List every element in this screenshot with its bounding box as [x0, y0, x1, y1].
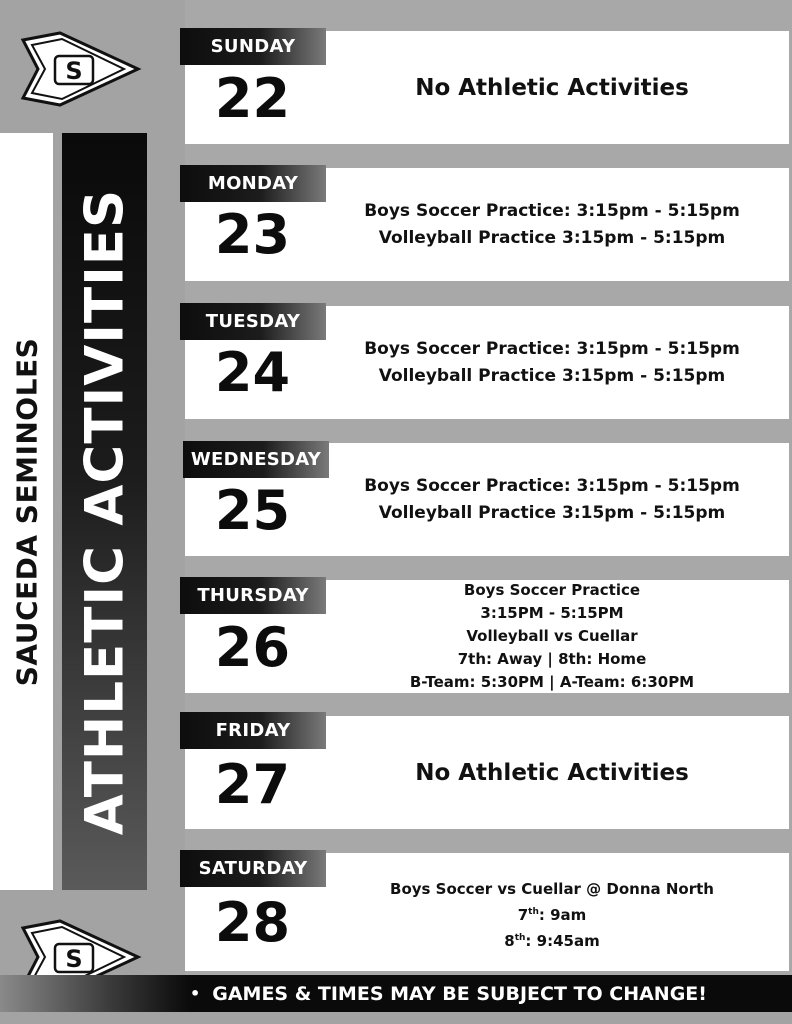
activity-line: Volleyball Practice 3:15pm - 5:15pm	[378, 227, 726, 248]
activity-line: Boys Soccer vs Cuellar @ Donna North	[390, 879, 714, 898]
activity-line: Boys Soccer Practice: 3:15pm - 5:15pm	[364, 200, 740, 221]
day-activities	[326, 306, 778, 419]
day-label: THURSDAY	[180, 577, 326, 614]
day-number: 28	[214, 891, 291, 954]
day-label: SUNDAY	[180, 28, 326, 65]
day-number: 22	[214, 67, 291, 130]
activity-line: 8th: 9:45am	[504, 931, 600, 950]
logo-top	[20, 30, 142, 108]
day-activities	[326, 168, 778, 281]
arrowhead-icon	[20, 30, 142, 108]
day-label: WEDNESDAY	[183, 441, 329, 478]
day-number: 26	[214, 616, 291, 679]
activity-line: 7th: Away | 8th: Home	[457, 650, 647, 668]
activity-line: B-Team: 5:30PM | A-Team: 6:30PM	[409, 673, 695, 691]
page-title: ATHLETIC ACTIVITIES	[74, 188, 135, 835]
bottom-band	[0, 1012, 792, 1024]
day-label: MONDAY	[180, 165, 326, 202]
day-number: 24	[214, 341, 291, 404]
activity-line: Boys Soccer Practice: 3:15pm - 5:15pm	[364, 338, 740, 359]
day-number: 23	[214, 203, 291, 266]
activity-line: Volleyball vs Cuellar	[466, 627, 638, 645]
title-panel	[62, 133, 147, 890]
activity-line: Boys Soccer Practice: 3:15pm - 5:15pm	[364, 475, 740, 496]
activity-line: Volleyball Practice 3:15pm - 5:15pm	[378, 502, 726, 523]
footer-notice	[190, 975, 707, 1012]
day-number: 25	[214, 479, 291, 542]
day-label: FRIDAY	[180, 712, 326, 749]
activity-line: Boys Soccer Practice	[463, 581, 641, 599]
school-name: SAUCEDA SEMINOLES	[10, 337, 43, 686]
footer-bar	[0, 975, 792, 1012]
day-activities	[326, 716, 778, 829]
day-number: 27	[214, 753, 291, 816]
activity-line: 7th: 9am	[517, 905, 587, 924]
day-activities	[326, 860, 778, 970]
day-activities	[326, 580, 778, 693]
school-name-panel	[0, 133, 53, 890]
day-activities	[326, 31, 778, 144]
footer-text: GAMES & TIMES MAY BE SUBJECT TO CHANGE!	[212, 982, 707, 1005]
bullet-icon: •	[190, 984, 201, 1003]
activity-line: No Athletic Activities	[415, 759, 689, 786]
day-activities	[326, 443, 778, 556]
activity-line: 3:15PM - 5:15PM	[480, 604, 624, 622]
activity-line: No Athletic Activities	[415, 74, 689, 101]
activity-line: Volleyball Practice 3:15pm - 5:15pm	[378, 365, 726, 386]
svg-text:S: S	[65, 57, 83, 85]
day-label: SATURDAY	[180, 850, 326, 887]
day-label: TUESDAY	[180, 303, 326, 340]
svg-text:S: S	[65, 945, 83, 973]
